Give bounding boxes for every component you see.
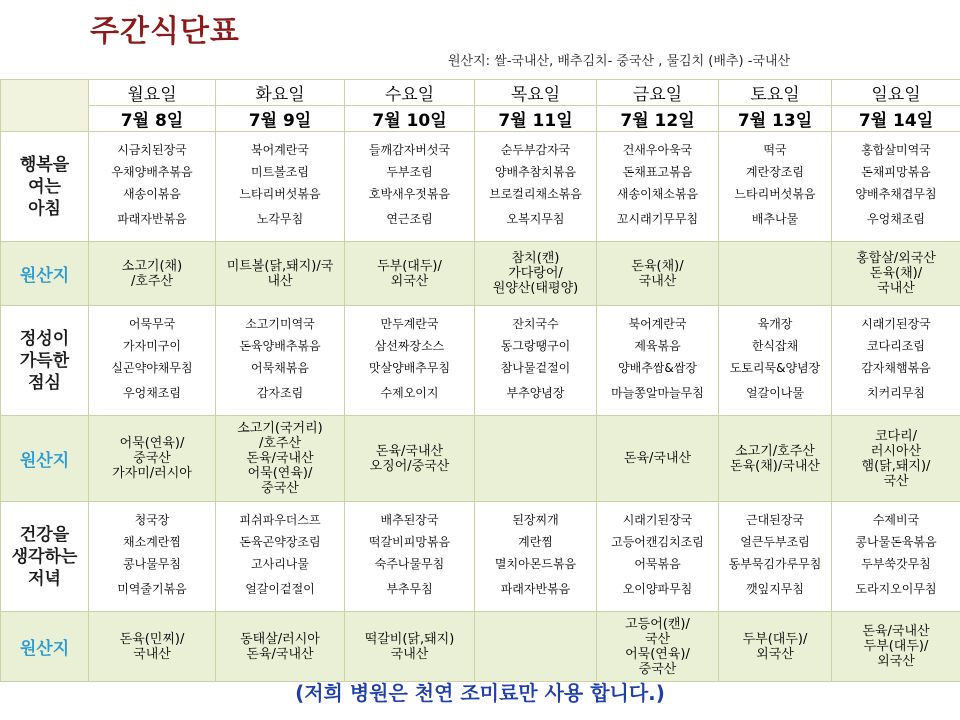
breakfast-row xyxy=(1,132,960,242)
row-label-line: 건강을 xyxy=(19,524,70,545)
origin-line: 가자미/러시아 xyxy=(112,466,192,481)
origin-cell xyxy=(345,416,475,502)
menu-item: 삼선짜장소스 xyxy=(374,339,445,353)
row-label-line: 행복을 xyxy=(19,154,70,175)
row-label-line: 점심 xyxy=(28,372,61,393)
menu-item: 시래기된장국 xyxy=(861,317,931,331)
menu-item: 어묵무국 xyxy=(128,317,176,331)
row-label-line: 여는 xyxy=(28,176,61,197)
origin-line: 미트볼(닭,돼지)/국 xyxy=(226,258,334,274)
origin-line: 중국산 xyxy=(261,481,299,496)
origin-line: 두부(대두)/ xyxy=(863,639,929,654)
menu-item: 배추나물 xyxy=(751,212,799,226)
weekly-menu-table xyxy=(0,79,960,682)
origin-line: 두부(대두)/ xyxy=(742,631,808,647)
date-header: 7월 12일 xyxy=(597,106,719,132)
menu-item: 동그랑땡구이 xyxy=(500,339,571,353)
origin-cell xyxy=(89,416,216,502)
origin-line: 국산 xyxy=(883,473,909,489)
menu-item: 브로컬리채소볶음 xyxy=(489,187,582,201)
menu-item: 파래자반볶음 xyxy=(117,212,187,226)
origin-cell xyxy=(216,242,345,306)
origin-line: 소고기(채) xyxy=(121,258,183,274)
menu-item: 한식잡채 xyxy=(751,339,799,353)
menu-item: 계란찜 xyxy=(518,535,553,549)
origin-line: 돈육/국내산 xyxy=(246,451,314,466)
menu-item: 숙주나물무침 xyxy=(374,557,445,571)
menu-item: 부추무침 xyxy=(386,582,433,596)
menu-item: 얼갈이나물 xyxy=(746,386,804,400)
dinner-menu-cell xyxy=(597,502,719,612)
origin-line: 두부(대두)/ xyxy=(377,258,442,274)
menu-item: 어묵볶음 xyxy=(634,557,681,571)
menu-item: 동부묵김가루무침 xyxy=(728,557,822,571)
row-label-line: 생각하는 xyxy=(11,546,78,567)
dinner-origin-row xyxy=(1,612,960,682)
day-header: 토요일 xyxy=(719,80,832,106)
dinner-menu-cell xyxy=(216,502,345,612)
origin-line: 돈육(채)/ xyxy=(869,266,923,281)
menu-item: 참나물겉절이 xyxy=(500,361,571,375)
date-header: 7월 11일 xyxy=(475,106,597,132)
dinner-row xyxy=(1,502,960,612)
breakfast-menu-cell xyxy=(345,132,475,242)
dinner-menu-cell xyxy=(89,502,216,612)
origin-line: 돈육(민찌)/ xyxy=(119,631,185,647)
lunch-origin-row xyxy=(1,416,960,502)
menu-item: 고등어캔김치조림 xyxy=(611,535,704,549)
origin-cell xyxy=(597,242,719,306)
origin-line: /호주산 xyxy=(130,273,174,289)
menu-item: 우채양배추볶음 xyxy=(111,165,193,179)
origin-line: 어묵(연육)/ xyxy=(247,466,313,481)
menu-item: 양배추참치볶음 xyxy=(494,165,577,179)
origin-line: 동태살/러시아 xyxy=(240,631,320,647)
menu-item: 가자미구이 xyxy=(123,339,181,353)
dinner-menu-cell xyxy=(345,502,475,612)
date-header: 7월 14일 xyxy=(832,106,960,132)
menu-item: 청국장 xyxy=(134,513,170,527)
menu-item: 양배추채겹무침 xyxy=(855,187,937,201)
day-header: 목요일 xyxy=(475,80,597,106)
row-label-line: 아침 xyxy=(28,198,61,219)
dinner-menu-cell xyxy=(832,502,960,612)
menu-item: 수제오이지 xyxy=(380,386,439,400)
origin-line: /호주산 xyxy=(258,436,302,451)
origin-cell xyxy=(719,242,832,306)
lunch-row xyxy=(1,306,960,416)
lunch-menu-cell xyxy=(719,306,832,416)
day-header: 수요일 xyxy=(345,80,475,106)
menu-item: 건새우아욱국 xyxy=(622,143,693,157)
menu-item: 호박새우젓볶음 xyxy=(368,187,451,201)
menu-item: 파래자반볶음 xyxy=(500,582,571,596)
menu-item: 피쉬파우더스프 xyxy=(239,513,321,527)
menu-item: 느타리버섯볶음 xyxy=(734,187,816,201)
origin-note: 원산지: 쌀-국내산, 배추김치- 중국산 , 물김치 (배추) -국내산 xyxy=(448,54,791,69)
menu-item: 들깨감자버섯국 xyxy=(368,143,451,157)
origin-line: 오징어/중국산 xyxy=(369,458,450,474)
day-header: 월요일 xyxy=(89,80,216,106)
breakfast-menu-cell xyxy=(475,132,597,242)
origin-line: 국내산 xyxy=(877,281,915,296)
row-label-line: 가득한 xyxy=(19,350,70,371)
menu-item: 근대된장국 xyxy=(746,513,804,527)
menu-item: 멸치아몬드볶음 xyxy=(494,557,577,571)
origin-line: 국내산 xyxy=(638,273,677,289)
menu-item: 떡갈비피망볶음 xyxy=(368,535,451,549)
menu-item: 제육볶음 xyxy=(634,339,681,353)
origin-cell xyxy=(719,416,832,502)
lunch-menu-cell xyxy=(89,306,216,416)
day-header: 화요일 xyxy=(216,80,345,106)
breakfast-menu-cell xyxy=(832,132,960,242)
origin-line: 떡갈비(닭,돼지) xyxy=(364,631,455,647)
menu-item: 채소계란찜 xyxy=(123,535,181,549)
menu-item: 미트볼조림 xyxy=(251,165,309,179)
dinner-label xyxy=(1,502,89,612)
menu-item: 얼갈이겉절이 xyxy=(245,582,315,596)
menu-item: 노각무침 xyxy=(256,212,304,226)
menu-item: 마늘쫑알마늘무침 xyxy=(611,386,704,400)
origin-line: 중국산 xyxy=(133,451,171,466)
origin-line: 내산 xyxy=(267,273,293,289)
origin-line: 돈육/국내산 xyxy=(623,451,692,466)
menu-item: 오복지무침 xyxy=(506,212,565,226)
breakfast-menu-cell xyxy=(89,132,216,242)
lunch-menu-cell xyxy=(216,306,345,416)
origin-line: 햄(닭,돼지)/ xyxy=(861,458,931,474)
menu-item: 두부조림 xyxy=(386,165,433,179)
menu-item: 깻잎지무침 xyxy=(746,582,804,596)
origin-cell xyxy=(89,242,216,306)
menu-item: 얼큰두부조림 xyxy=(740,535,810,549)
menu-item: 코다리조림 xyxy=(867,339,925,353)
origin-cell xyxy=(475,612,597,682)
menu-item: 양배추쌈&쌈장 xyxy=(618,361,697,375)
menu-item: 북어계란국 xyxy=(628,317,687,331)
origin-cell xyxy=(597,416,719,502)
origin-line: 원양산(태평양) xyxy=(492,281,579,296)
lunch-label xyxy=(1,306,89,416)
origin-line: 어묵(연육)/ xyxy=(119,436,185,451)
origin-line: 홍합살/외국산 xyxy=(856,251,936,266)
day-header: 금요일 xyxy=(597,80,719,106)
dinner-menu-cell xyxy=(719,502,832,612)
menu-item: 시금치된장국 xyxy=(117,143,187,157)
origin-line: 코다리/ xyxy=(874,428,918,444)
menu-item: 잔치국수 xyxy=(512,317,559,331)
menu-item: 부추양념장 xyxy=(506,386,565,400)
origin-cell xyxy=(832,612,960,682)
breakfast-menu-cell xyxy=(597,132,719,242)
menu-item: 된장찌개 xyxy=(512,513,559,527)
origin-line: 돈육/국내산 xyxy=(862,624,930,639)
lunch-origin-label: 원산지 xyxy=(1,416,89,502)
menu-item: 감자조림 xyxy=(256,386,304,400)
menu-item: 도토리묵&양념장 xyxy=(729,361,821,375)
origin-line: 가다랑어/ xyxy=(508,266,563,281)
menu-item: 돈육양배추볶음 xyxy=(239,339,321,353)
origin-line: 돈육/국내산 xyxy=(246,646,314,662)
origin-line: 고등어(캔)/ xyxy=(625,616,690,632)
menu-item: 느타리버섯볶음 xyxy=(239,187,321,201)
origin-line: 돈육/국내산 xyxy=(375,443,444,459)
menu-item: 어묵채볶음 xyxy=(251,361,309,375)
menu-item: 콩나물무침 xyxy=(123,557,181,571)
origin-line: 외국산 xyxy=(756,646,794,662)
date-header: 7월 9일 xyxy=(216,106,345,132)
menu-item: 미역줄기볶음 xyxy=(117,582,187,596)
breakfast-origin-label: 원산지 xyxy=(1,242,89,306)
corner-cell xyxy=(1,80,89,132)
origin-line: 돈육(채)/국내산 xyxy=(730,458,820,474)
date-header: 7월 13일 xyxy=(719,106,832,132)
menu-item: 수제비국 xyxy=(872,513,920,527)
origin-line: 국산 xyxy=(644,631,671,647)
menu-item: 두부쑥갓무침 xyxy=(861,557,931,571)
breakfast-origin-row xyxy=(1,242,960,306)
menu-item: 실곤약야채무침 xyxy=(111,361,193,375)
row-label-line: 저녁 xyxy=(28,568,61,589)
menu-item: 계란장조림 xyxy=(746,165,804,179)
origin-line: 국내산 xyxy=(133,646,171,662)
origin-line: 외국산 xyxy=(390,273,429,289)
breakfast-menu-cell xyxy=(719,132,832,242)
origin-cell xyxy=(597,612,719,682)
dinner-origin-label: 원산지 xyxy=(1,612,89,682)
menu-item: 감자채햄볶음 xyxy=(861,361,931,375)
lunch-menu-cell xyxy=(597,306,719,416)
menu-item: 돈채피망볶음 xyxy=(861,165,931,179)
lunch-menu-cell xyxy=(832,306,960,416)
origin-cell xyxy=(345,242,475,306)
breakfast-label xyxy=(1,132,89,242)
row-label-line: 정성이 xyxy=(19,328,70,349)
menu-item: 우엉채조림 xyxy=(123,386,181,400)
menu-item: 돈육곤약장조림 xyxy=(239,535,321,549)
menu-item: 연근조림 xyxy=(386,212,433,226)
menu-item: 고사리나물 xyxy=(251,557,309,571)
origin-line: 외국산 xyxy=(877,654,915,669)
date-header: 7월 8일 xyxy=(89,106,216,132)
menu-item: 콩나물돈육볶음 xyxy=(855,535,937,549)
origin-line: 어묵(연육)/ xyxy=(625,646,690,662)
origin-cell xyxy=(89,612,216,682)
menu-item: 배추된장국 xyxy=(380,513,439,527)
lunch-menu-cell xyxy=(345,306,475,416)
origin-line: 러시아산 xyxy=(870,443,922,459)
dinner-menu-cell xyxy=(475,502,597,612)
origin-line: 중국산 xyxy=(638,661,677,677)
origin-line: 돈육(채)/ xyxy=(631,258,684,274)
menu-item: 새송이채소볶음 xyxy=(616,187,699,201)
menu-item: 오이양파무침 xyxy=(622,582,693,596)
origin-cell xyxy=(345,612,475,682)
menu-item: 만두계란국 xyxy=(380,317,439,331)
footer-note: (저희 병원은 천연 조미료만 사용 합니다.) xyxy=(295,681,665,705)
menu-item: 떡국 xyxy=(763,143,787,157)
origin-line: 참치(캔) xyxy=(511,251,560,266)
origin-cell xyxy=(216,612,345,682)
menu-item: 순두부감자국 xyxy=(500,143,571,157)
menu-item: 육개장 xyxy=(757,317,793,331)
menu-item: 우엉채조림 xyxy=(867,212,925,226)
origin-cell xyxy=(832,242,960,306)
menu-item: 도라지오이무침 xyxy=(855,582,937,596)
menu-item: 치커리무침 xyxy=(867,386,925,400)
menu-item: 돈채표고볶음 xyxy=(622,165,693,179)
origin-line: 소고기/호주산 xyxy=(735,443,815,459)
menu-item: 소고기미역국 xyxy=(245,317,315,331)
origin-cell xyxy=(719,612,832,682)
day-header: 일요일 xyxy=(832,80,960,106)
menu-item: 맛살양배추무침 xyxy=(368,361,451,375)
menu-item: 새송이볶음 xyxy=(123,187,181,201)
page-title: 주간식단표 xyxy=(90,14,240,49)
date-header: 7월 10일 xyxy=(345,106,475,132)
origin-cell xyxy=(475,416,597,502)
lunch-menu-cell xyxy=(475,306,597,416)
menu-item: 꼬시래기무무침 xyxy=(616,212,699,226)
menu-item: 홍합살미역국 xyxy=(861,143,931,157)
origin-line: 국내산 xyxy=(390,646,429,662)
origin-cell xyxy=(832,416,960,502)
breakfast-menu-cell xyxy=(216,132,345,242)
origin-line: 소고기(국거리) xyxy=(237,421,323,436)
menu-item: 북어계란국 xyxy=(251,143,309,157)
menu-item: 시래기된장국 xyxy=(622,513,693,527)
origin-cell xyxy=(216,416,345,502)
origin-cell xyxy=(475,242,597,306)
